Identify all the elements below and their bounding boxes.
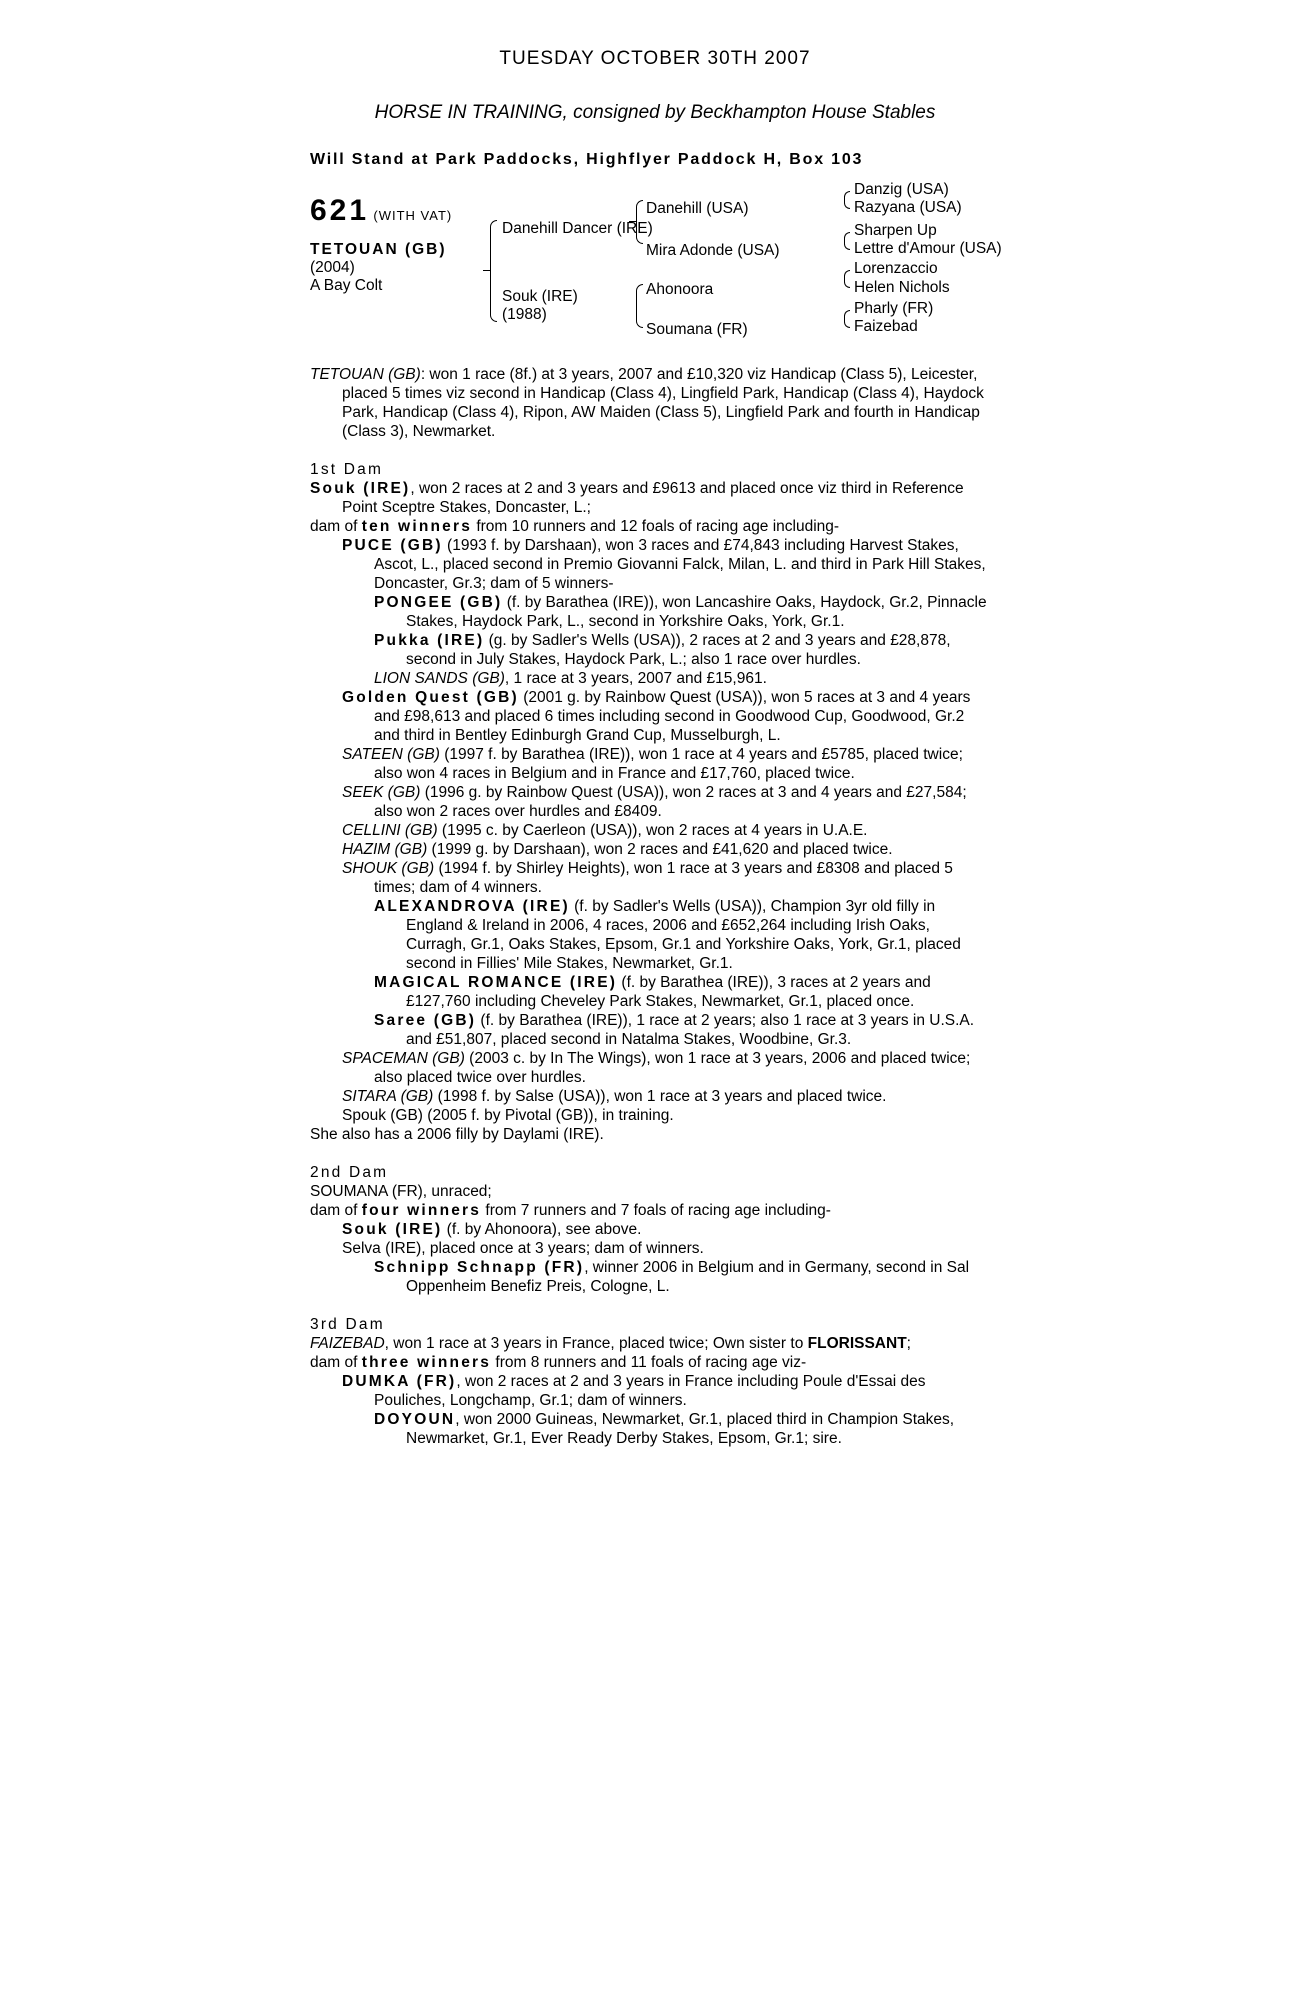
entry-name: Saree (GB)	[374, 1012, 477, 1029]
entry-name: SPACEMAN (GB)	[342, 1050, 465, 1067]
entry-name: Schnipp Schnapp (FR)	[374, 1259, 585, 1276]
intro-post: ;	[906, 1335, 911, 1352]
pedigree-sire: Danehill Dancer (IRE)	[502, 220, 653, 237]
entry-name: DUMKA (FR)	[342, 1373, 457, 1390]
entry-name: Pukka (IRE)	[374, 632, 485, 649]
pedigree-sire-sire: Danehill (USA)	[646, 200, 749, 217]
third-dam-intro	[310, 1334, 990, 1353]
produce-entry	[342, 688, 990, 745]
entry-text: , won 2000 Guineas, Newmarket, Gr.1, placed third in Champion Stakes, Newmarket, Gr.1, Ever Ready Derby Stakes, Epsom, Gr.1; sire.	[406, 1411, 955, 1447]
entry-text: (1994 f. by Shirley Heights), won 1 race at 3 years and £8308 and placed 5 times; dam of 4 winners.	[374, 860, 953, 896]
produce-entry	[342, 1220, 990, 1239]
race-record	[310, 365, 990, 1448]
summary-pre: dam of	[310, 1354, 362, 1371]
produce-entry	[374, 897, 990, 973]
entry-text: (1995 c. by Caerleon (USA)), won 2 races at 4 years in U.A.E.	[437, 822, 868, 839]
summary-pre: dam of	[310, 518, 362, 535]
entry-name: SHOUK (GB)	[342, 860, 435, 877]
pedigree-g2: Razyana (USA)	[854, 199, 962, 216]
first-dam-heading: 1st Dam	[310, 461, 384, 478]
entry-name: PUCE (GB)	[342, 537, 443, 554]
produce-entry	[342, 536, 990, 593]
produce-entry	[374, 631, 990, 669]
entry-name: SEEK (GB)	[342, 784, 421, 801]
produce-entry	[342, 821, 990, 840]
produce-entry	[342, 1239, 990, 1258]
entry-name: Selva (IRE)	[342, 1240, 422, 1257]
pedigree-brace-g12	[844, 191, 850, 209]
entry-name: Golden Quest (GB)	[342, 689, 519, 706]
entry-text: (2003 c. by In The Wings), won 1 race at 3 years, 2006 and placed twice; also placed twice over hurdles.	[374, 1050, 971, 1086]
entry-name: SITARA (GB)	[342, 1088, 434, 1105]
pedigree-g8: Faizebad	[854, 318, 918, 335]
catalogue-page	[310, 0, 1070, 2000]
second-dam-summary	[310, 1201, 990, 1220]
third-dam-heading: 3rd Dam	[310, 1316, 385, 1333]
entry-name: ALEXANDROVA (IRE)	[374, 898, 570, 915]
produce-entry	[342, 859, 990, 897]
summary-post: from 8 runners and 11 foals of racing age viz-	[491, 1354, 807, 1371]
horse-year: (2004)	[310, 259, 355, 276]
pedigree-dam-dam: Soumana (FR)	[646, 321, 748, 338]
produce-entry	[374, 593, 990, 631]
pedigree-g3: Sharpen Up	[854, 222, 937, 239]
entry-text: (f. by Barathea (IRE)), 1 race at 2 years; also 1 race at 3 years in U.S.A. and £51,807, placed second in Natalma Stakes, Woodbine, Gr.3.	[406, 1012, 975, 1048]
pedigree-brace-main	[490, 220, 497, 322]
horse-record	[310, 365, 990, 441]
entry-text: (g. by Sadler's Wells (USA)), 2 races at 2 and 3 years and £28,878, second in July Stakes, Haydock Park, L.; also 1 race over hurdles.	[406, 632, 951, 668]
entry-name: DOYOUN	[374, 1411, 456, 1428]
first-dam-closing: She also has a 2006 filly by Daylami (IRE).	[310, 1126, 604, 1143]
pedigree-dam-year: (1988)	[502, 306, 547, 323]
horse-description: A Bay Colt	[310, 277, 383, 294]
produce-entry	[374, 1410, 990, 1448]
record-horse-name: TETOUAN (GB)	[310, 366, 421, 383]
record-text: : won 1 race (8f.) at 3 years, 2007 and £10,320 viz Handicap (Class 5), Leicester, placed 5 times viz second in Handicap (Class 4), Lingfield Park, Handicap (Class 4), Haydock Park, Handicap (Class 4), Ripon, AW Maiden (Class 5), Lingfield Park and fourth in Handicap (Class 3), Newmarket.	[342, 366, 984, 440]
pedigree-g5: Lorenzaccio	[854, 260, 938, 277]
pedigree-brace-sire	[636, 200, 643, 244]
lot-subtitle: HORSE IN TRAINING, consigned by Beckhampton House Stables	[374, 102, 936, 123]
produce-entry	[342, 783, 990, 821]
entry-name: SATEEN (GB)	[342, 746, 440, 763]
produce-entry	[342, 840, 990, 859]
first-dam-name: Souk (IRE)	[310, 480, 411, 497]
intro-bold: FLORISSANT	[807, 1335, 907, 1352]
third-dam-summary	[310, 1353, 990, 1372]
sale-date: TUESDAY OCTOBER 30TH 2007	[499, 48, 811, 69]
entry-text: (1998 f. by Salse (USA)), won 1 race at 3 years and placed twice.	[433, 1088, 887, 1105]
summary-post: from 7 runners and 7 foals of racing age including-	[481, 1202, 831, 1219]
entry-text: (2005 f. by Pivotal (GB)), in training.	[422, 1107, 674, 1124]
entry-text: (1996 g. by Rainbow Quest (USA)), won 2 races at 3 and 4 years and £27,584; also won 2 races over hurdles and £8409.	[374, 784, 967, 820]
pedigree-block	[310, 181, 1070, 358]
produce-entry	[374, 973, 990, 1011]
vat-note: (WITH VAT)	[373, 208, 453, 223]
entry-text: , 1 race at 3 years, 2007 and £15,961.	[504, 670, 767, 687]
produce-entry	[374, 1258, 990, 1296]
pedigree-brace-g34	[844, 232, 850, 250]
entry-name: Souk (IRE)	[342, 1221, 443, 1238]
pedigree-brace-g78	[844, 310, 850, 328]
intro-pre: , won 1 race at 3 years in France, placed twice; Own sister to	[384, 1335, 808, 1352]
produce-entry	[342, 745, 990, 783]
produce-entry	[342, 1106, 990, 1125]
first-dam-intro-text: , won 2 races at 2 and 3 years and £9613 and placed once viz third in Reference Point Sceptre Stakes, Doncaster, L.;	[342, 480, 964, 516]
stand-location: Will Stand at Park Paddocks, Highflyer Paddock H, Box 103	[310, 151, 864, 168]
summary-bold: three winners	[361, 1354, 492, 1371]
entry-text: (f. by Barathea (IRE)), won Lancashire Oaks, Haydock, Gr.2, Pinnacle Stakes, Haydock Park, L., second in Yorkshire Oaks, York, Gr.1.	[406, 594, 987, 630]
entry-text: (1997 f. by Barathea (IRE)), won 1 race at 4 years and £5785, placed twice; also won 4 races in Belgium and in France and £17,760, placed twice.	[374, 746, 963, 782]
summary-bold: ten winners	[361, 518, 473, 535]
second-dam-heading: 2nd Dam	[310, 1164, 389, 1181]
entry-name: HAZIM (GB)	[342, 841, 428, 858]
pedigree-g1: Danzig (USA)	[854, 181, 949, 198]
entry-name: CELLINI (GB)	[342, 822, 438, 839]
lot-heading	[310, 196, 452, 226]
entry-text: (f. by Sadler's Wells (USA)), Champion 3yr old filly in England & Ireland in 2006, 4 races, 2006 and £652,264 including Irish Oaks, Curragh, Gr.1, Oaks Stakes, Epsom, Gr.1 and Yorkshire Oaks, York, Gr.1, placed second in Fillies' Mile Stakes, Newmarket, Gr.1.	[406, 898, 961, 972]
entry-text: (2001 g. by Rainbow Quest (USA)), won 5 races at 3 and 4 years and £98,613 and placed 6 times including second in Goodwood Cup, Goodwood, Gr.2 and third in Bentley Edinburgh Grand Cup, Musselburgh, L.	[374, 689, 971, 744]
entry-name: PONGEE (GB)	[374, 594, 503, 611]
entry-text: (1993 f. by Darshaan), won 3 races and £74,843 including Harvest Stakes, Ascot, L., placed second in Premio Giovanni Falck, Milan, L. and third in Park Hill Stakes, Doncaster, Gr.3; dam of 5 winners-	[374, 537, 986, 592]
pedigree-brace-dam	[636, 284, 643, 328]
summary-bold: four winners	[361, 1202, 482, 1219]
entry-name: Spouk (GB)	[342, 1107, 423, 1124]
first-dam-summary	[310, 517, 990, 536]
produce-entry	[342, 1049, 990, 1087]
second-dam-intro: SOUMANA (FR), unraced;	[310, 1183, 492, 1200]
entry-text: , placed once at 3 years; dam of winners.	[421, 1240, 704, 1257]
first-dam-intro	[310, 479, 990, 517]
third-dam-name: FAIZEBAD	[310, 1335, 385, 1352]
produce-entry	[374, 669, 990, 688]
pedigree-g4: Lettre d'Amour (USA)	[854, 240, 1002, 257]
summary-post: from 10 runners and 12 foals of racing age including-	[472, 518, 840, 535]
pedigree-g7: Pharly (FR)	[854, 300, 934, 317]
entry-name: LION SANDS (GB)	[374, 670, 505, 687]
entry-text: , won 2 races at 2 and 3 years in France including Poule d'Essai des Pouliches, Longchamp, Gr.1; dam of winners.	[374, 1373, 926, 1409]
pedigree-brace-g56	[844, 270, 850, 288]
pedigree-g6: Helen Nichols	[854, 279, 950, 296]
pedigree-dam: Souk (IRE)	[502, 288, 578, 305]
entry-text: (f. by Barathea (IRE)), 3 races at 2 years and £127,760 including Cheveley Park Stakes, Newmarket, Gr.1, placed once.	[406, 974, 931, 1010]
pedigree-dam-sire: Ahonoora	[646, 281, 714, 298]
entry-text: (1999 g. by Darshaan), won 2 races and £41,620 and placed twice.	[427, 841, 893, 858]
produce-entry	[342, 1087, 990, 1106]
summary-pre: dam of	[310, 1202, 362, 1219]
entry-text: , winner 2006 in Belgium and in Germany, second in Sal Oppenheim Benefiz Preis, Cologne, L.	[406, 1259, 970, 1295]
lot-number: 621	[310, 194, 370, 227]
produce-entry	[374, 1011, 990, 1049]
pedigree-sire-dam: Mira Adonde (USA)	[646, 242, 780, 259]
entry-text: (f. by Ahonoora), see above.	[442, 1221, 642, 1238]
entry-name: MAGICAL ROMANCE (IRE)	[374, 974, 618, 991]
horse-name: TETOUAN (GB)	[310, 241, 447, 258]
produce-entry	[342, 1372, 990, 1410]
